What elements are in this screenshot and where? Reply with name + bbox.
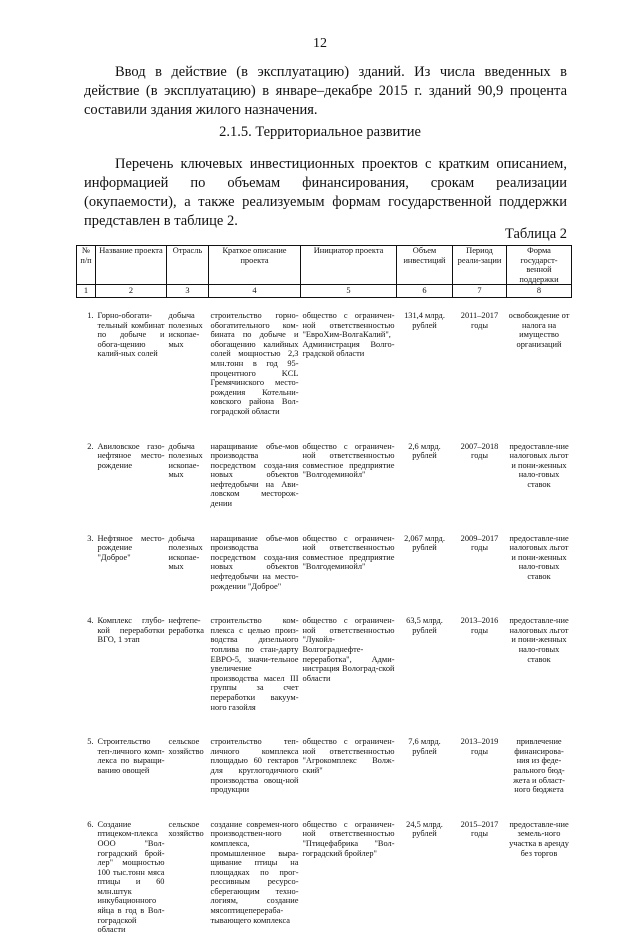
industry: добыча полезных ископае-мых [168,533,203,572]
investment-volume: 131,4 млрд. рублей [404,310,445,330]
paragraph-projects-text: Перечень ключевых инвестиционных проектов с кратким описанием, информацией по объемам финансирования, срокам реализации (окупаемости), а также реализуемым формам государственной поддержки представлен в таблице 2. [84,156,567,229]
project-description: создание современ-ного производствен-ного комплекса, промышленное выра-щивание птицы на площадках по прог-рессивным ресурсо-сберегающим техно-логиям, создание мясоптицеперераба-тывающего комплекса [210,819,299,925]
project-name: Нефтяное место-рождение "Доброе" [97,533,165,562]
industry: сельское хозяйство [168,737,204,756]
project-description: наращивание объе-мов производства посредством созда-ния новых объектов нефтедобычи на место-рождении "Доброе" [210,533,299,591]
project-initiator: общество с ограничен-ной ответственностью "ЕвроХим-ВолгаКалий", Администрация Волго-градской области [302,310,395,359]
state-support-form: привлечение финансирова-ния из феде-рального бюд-жета и област-ного бюджета [513,737,565,795]
project-description: строительство теп-личного комплекса площадью 60 гектаров для круглогодичного производства овощ-ной продукции [210,737,299,795]
project-description: наращивание объе-мов производства посредством созда-ния новых объектов нефтедобычи на Ави-ловском месторож-дении [210,441,299,509]
header-cell: Краткое описание проекта [209,246,301,285]
table-row [77,603,572,724]
column-number: 2 [96,285,167,298]
row-number: 6. [87,819,94,829]
project-name: Комплекс глубо-кой переработки ВГО, 1 этап [97,616,165,645]
paragraph-projects [84,155,567,231]
column-number: 3 [167,285,209,298]
project-initiator: общество с ограничен-ной ответственностью совместное предприятие "Волгодеминойл" [302,441,395,480]
page-number: 12 [313,36,327,51]
state-support-form: предоставле-ние налоговых льгот и пони-женных нало-говых ставок [509,533,569,582]
header-cell: Название проекта [96,246,167,285]
state-support-form: предоставле-ние земель-ного участка в аренду без торгов [509,819,569,858]
row-number: 2. [87,441,94,451]
industry: добыча полезных ископае-мых [168,441,203,480]
section-heading: 2.1.5. Территориальное развитие [219,124,421,140]
investment-volume: 24,5 млрд. рублей [406,819,443,839]
project-name: Строительство теп-личного комп-лекса по выращи-ванию овощей [97,737,165,775]
header-cell: Отрасль [167,246,209,285]
paragraph-buildings [84,63,567,120]
table-header-row [77,246,572,285]
investment-volume: 2,067 млрд. рублей [404,533,445,553]
implementation-period: 2009–2017 годы [460,533,499,553]
header-cell: № п/п [77,246,96,285]
header-cell: Объем инвестиций [397,246,453,285]
implementation-period: 2007–2018 годы [460,441,499,461]
project-initiator: общество с ограничен-ной ответственностью "Агрокомплекс Волж-ский" [302,737,395,775]
paragraph-buildings-text: Ввод в действие (в эксплуатацию) зданий. Из числа введенных в действие (в эксплуатацию) в январе–декабре 2015 г. зданий 90,9 процента составили здания жилого назначения. [84,64,567,118]
column-number: 6 [397,285,453,298]
row-number: 1. [87,310,94,320]
column-number: 8 [507,285,572,298]
project-initiator: общество с ограничен-ной ответственностью совместное предприятие "Волгодеминойл" [302,533,395,572]
project-name: Создание птицеком-плекса ООО "Вол-гоградский брой-лер" мощностью 100 тыс.тонн мяса птицы и 60 млн.штук инкубационного яйца в год в Вол-гоградской области [97,819,165,935]
table-row [77,521,572,604]
investment-volume: 2,6 млрд. рублей [408,441,441,461]
industry: добыча полезных ископае-мых [168,310,203,349]
header-cell: Период реали-зации [453,246,507,285]
table-caption: Таблица 2 [504,226,567,242]
header-cell: Инициатор проекта [301,246,397,285]
table-row [77,807,572,947]
implementation-period: 2015–2017 годы [460,819,499,839]
column-number: 5 [301,285,397,298]
state-support-form: предоставле-ние налоговых льгот и пони-женных нало-говых ставок [509,441,569,489]
project-name: Горно-обогати-тельный комбинат по добыче и обога-щению калий-ных солей [97,310,165,359]
investment-volume: 63,5 млрд. рублей [406,616,443,635]
table-row [77,429,572,521]
state-support-form: предоставле-ние налоговых льгот и пони-женных нало-говых ставок [509,616,569,664]
implementation-period: 2011–2017 годы [460,310,499,330]
project-name: Авиловское газо-нефтяное место-рождение [97,441,165,470]
project-description: строительство горно-обогатительного ком-бината по добыче и обогащению калийных солей мощностью 2,3 млн.тонн в год 95-процентного KCL Гремячинского место-рождения Котельни-ковского района Вол-гоградской области [210,310,299,416]
table-row [77,297,572,428]
table-row [77,724,572,807]
row-number: 3. [87,533,94,543]
column-number: 7 [453,285,507,298]
row-number: 4. [87,616,94,626]
header-cell: Форма государст-венной поддержки [507,246,572,285]
projects-table [76,245,572,947]
project-initiator: общество с ограничен-ной ответственностью "Птицефабрика "Вол-гоградский бройлер" [302,819,395,858]
project-initiator: общество с ограничен-ной ответственностью "Лукойл-Волгограднефте-переработка", Адми-нистрация Волоград-ской области [302,616,395,683]
column-number: 4 [209,285,301,298]
table-column-number-row [77,285,572,298]
state-support-form: освобождение от налога на имущество организаций [508,310,570,349]
column-number: 1 [77,285,96,298]
project-description: строительство ком-плекса с целью произ-водства дизельного топлива по стан-дарту ЕВРО-5, значи-тельное увеличение производства масел III группы за счет переработки вакуум-ного газойля [210,616,299,712]
row-number: 5. [87,737,94,747]
implementation-period: 2013–2019 годы [460,737,499,756]
investment-volume: 7,6 млрд. рублей [408,737,441,756]
implementation-period: 2013–2016 годы [460,616,499,635]
industry: сельское хозяйство [168,819,204,839]
industry: нефтепе-реработка [168,616,204,635]
